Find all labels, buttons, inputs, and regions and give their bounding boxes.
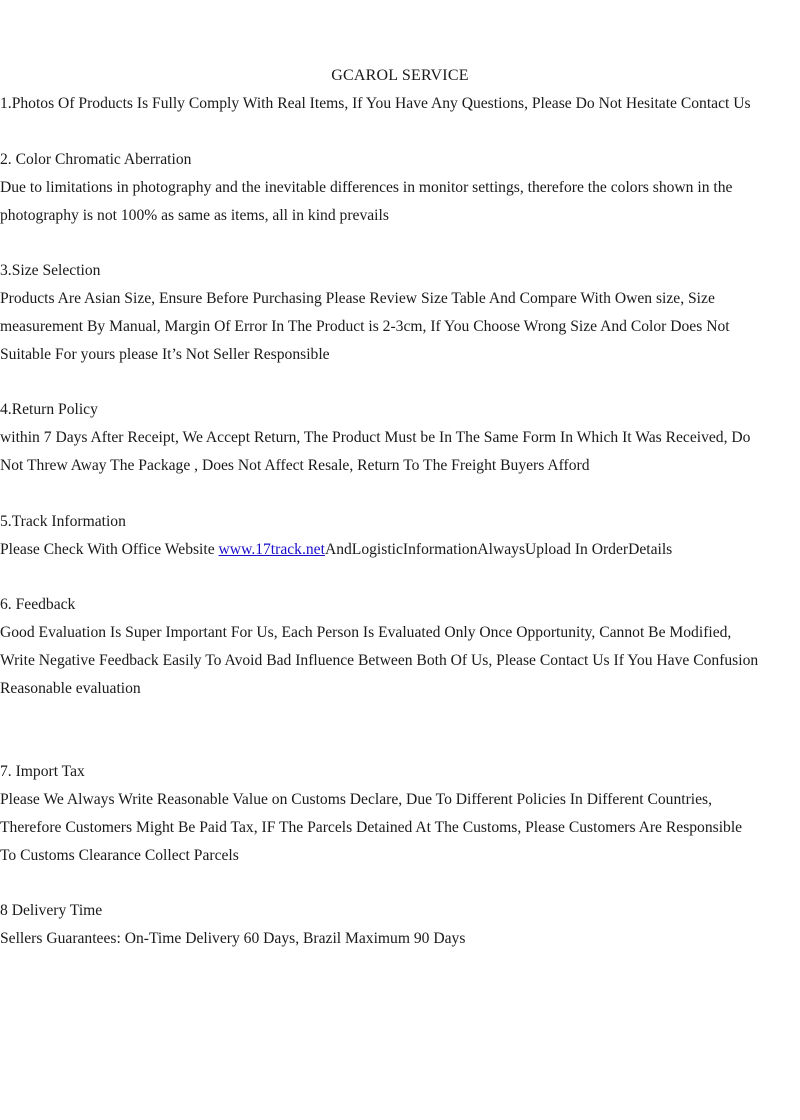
section-3-line-3: Suitable For yours please It’s Not Seller Responsible <box>0 346 330 363</box>
section-8-line-1: Sellers Guarantees: On-Time Delivery 60 Days, Brazil Maximum 90 Days <box>0 930 466 947</box>
section-2-heading: 2. Color Chromatic Aberration <box>0 151 192 168</box>
document-title: GCAROL SERVICE <box>331 67 469 84</box>
section-3-line-1: Products Are Asian Size, Ensure Before Purchasing Please Review Size Table And Compare With Owen size, Size <box>0 290 715 307</box>
section-2-line-1: Due to limitations in photography and the inevitable differences in monitor settings, therefore the colors shown in the <box>0 179 733 196</box>
section-2-line-2: photography is not 100% as same as items, all in kind prevails <box>0 207 389 224</box>
track-website-link[interactable]: www.17track.net <box>218 541 325 558</box>
section-5-suffix: AndLogisticInformationAlwaysUpload In OrderDetails <box>324 541 673 558</box>
section-5-prefix: Please Check With Office Website <box>0 541 219 558</box>
section-7-line-3: To Customs Clearance Collect Parcels <box>0 847 239 864</box>
section-8-heading: 8 Delivery Time <box>0 902 103 919</box>
section-4-line-1: within 7 Days After Receipt, We Accept Return, The Product Must be In The Same Form In Which It Was Received, Do <box>0 429 751 446</box>
section-6-line-2: Write Negative Feedback Easily To Avoid Bad Influence Between Both Of Us, Please Contact Us If You Have Confusion <box>0 652 759 669</box>
section-6-line-3: Reasonable evaluation <box>0 680 141 697</box>
section-7-line-2: Therefore Customers Might Be Paid Tax, IF The Parcels Detained At The Customs, Please Customers Are Responsible <box>0 819 743 836</box>
section-7-line-1: Please We Always Write Reasonable Value on Customs Declare, Due To Different Policies In Different Countries, <box>0 791 713 808</box>
section-6-heading: 6. Feedback <box>0 596 76 613</box>
section-3-heading: 3.Size Selection <box>0 262 101 279</box>
section-4-heading: 4.Return Policy <box>0 401 98 418</box>
section-4-line-2: Not Threw Away The Package , Does Not Affect Resale, Return To The Freight Buyers Afford <box>0 457 590 474</box>
section-7-heading: 7. Import Tax <box>0 763 85 780</box>
section-5-heading: 5.Track Information <box>0 513 126 530</box>
section-3-line-2: measurement By Manual, Margin Of Error In The Product is 2-3cm, If You Choose Wrong Size And Color Does Not <box>0 318 730 335</box>
section-1-text: 1.Photos Of Products Is Fully Comply With Real Items, If You Have Any Questions, Please Do Not Hesitate Contact Us <box>0 95 751 112</box>
section-6-line-1: Good Evaluation Is Super Important For Us, Each Person Is Evaluated Only Once Opportunity, Cannot Be Modified, <box>0 624 732 641</box>
section-5-line <box>0 539 672 561</box>
